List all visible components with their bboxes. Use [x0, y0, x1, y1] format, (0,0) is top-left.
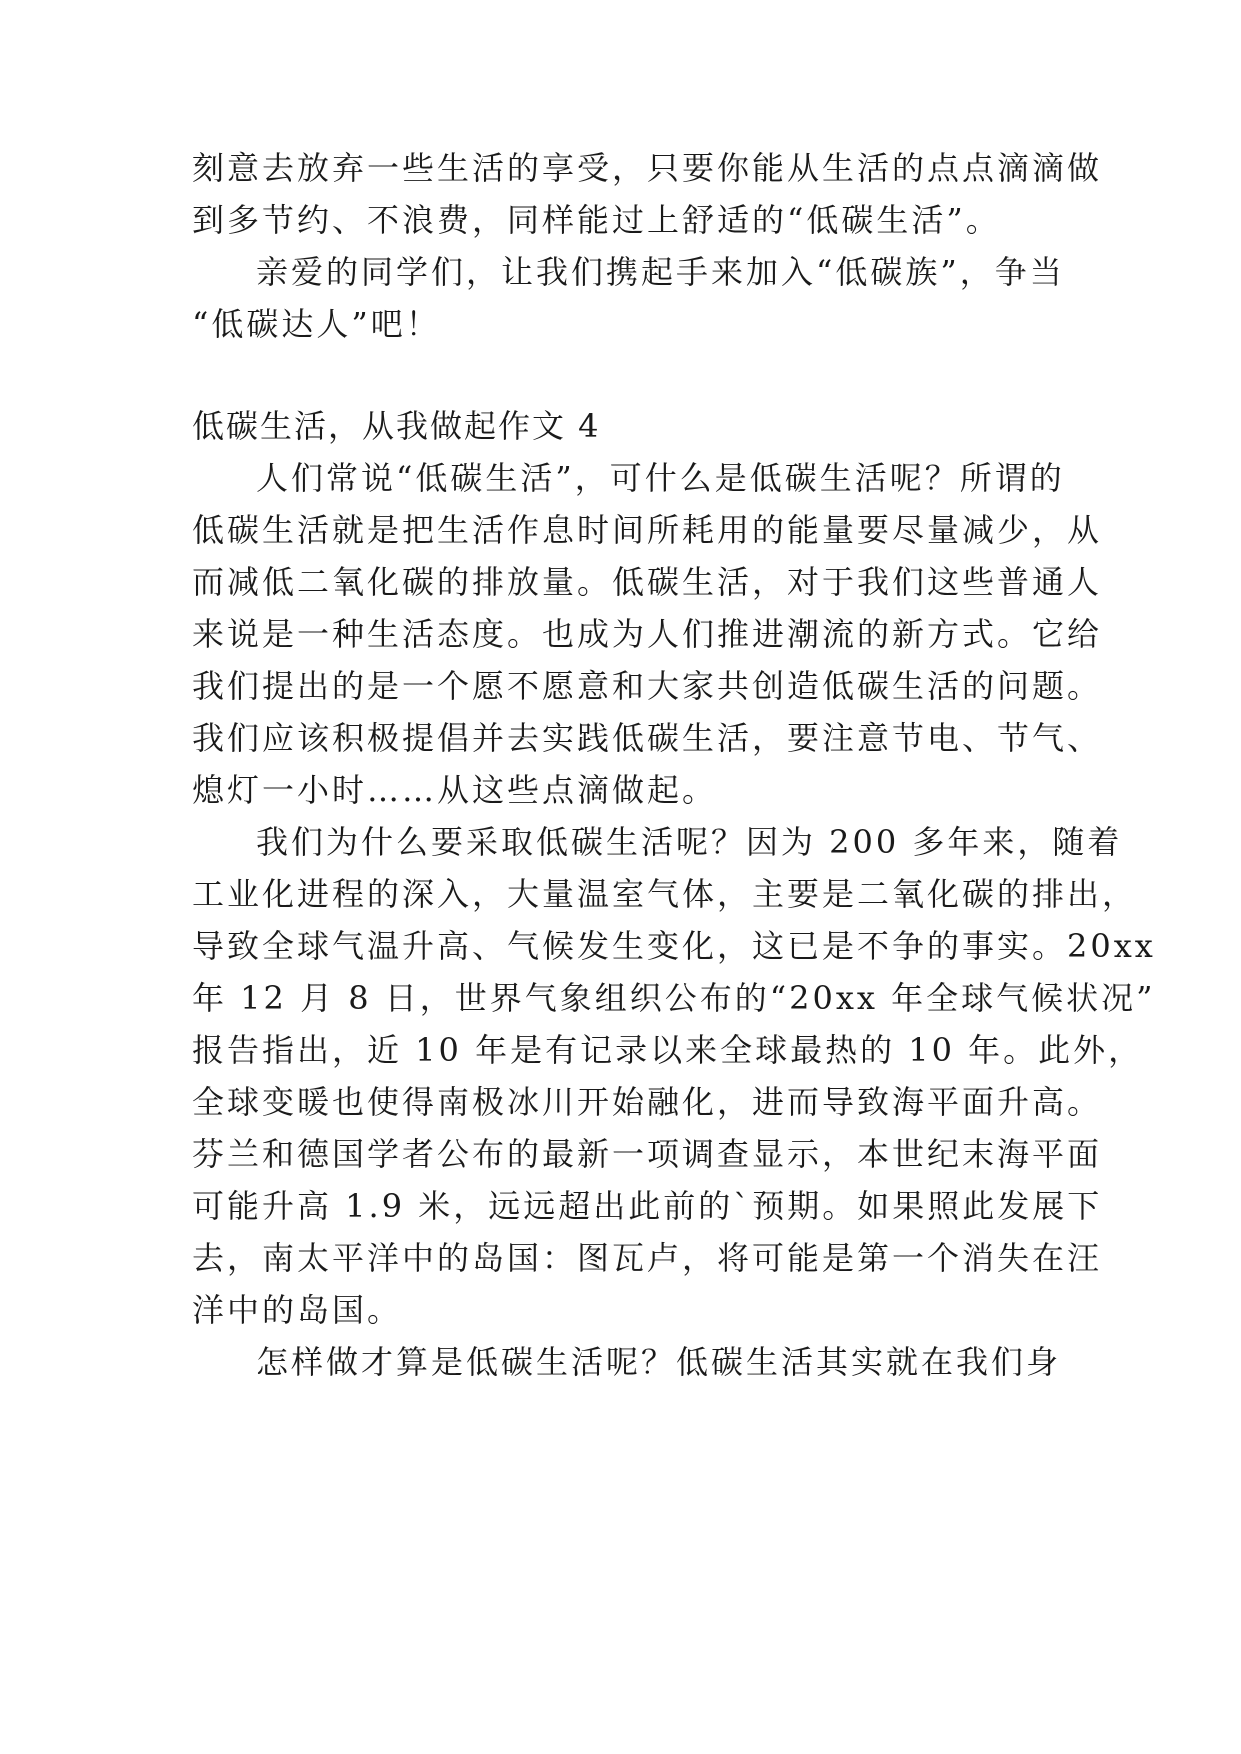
paragraph-1-line-6: 我们应该积极提倡并去实践低碳生活，要注意节电、节气、	[192, 719, 1103, 757]
paragraph-2-line-8: 可能升高 1.9 米，远远超出此前的`预期。如果照此发展下	[192, 1187, 1103, 1225]
paragraph-3-line-1: 怎样做才算是低碳生活呢？低碳生活其实就在我们身	[256, 1343, 1062, 1381]
intro-line-2: 到多节约、不浪费，同样能过上舒适的“低碳生活”。	[192, 201, 1001, 239]
paragraph-2-line-5: 报告指出，近 10 年是有记录以来全球最热的 10 年。此外，	[192, 1031, 1144, 1069]
closing-line-2: “低碳达人”吧！	[192, 305, 441, 343]
closing-line-1: 亲爱的同学们，让我们携起手来加入“低碳族”，争当	[256, 253, 1065, 291]
paragraph-2-line-10: 洋中的岛国。	[192, 1291, 403, 1329]
paragraph-2-line-3: 导致全球气温升高、气候发生变化，这已是不争的事实。20xx	[192, 927, 1156, 965]
paragraph-1-line-4: 来说是一种生活态度。也成为人们推进潮流的新方式。它给	[192, 615, 1103, 653]
paragraph-1-line-2: 低碳生活就是把生活作息时间所耗用的能量要尽量减少，从	[192, 511, 1103, 549]
paragraph-2-line-7: 芬兰和德国学者公布的最新一项调查显示，本世纪末海平面	[192, 1135, 1103, 1173]
paragraph-2-line-6: 全球变暖也使得南极冰川开始融化，进而导致海平面升高。	[192, 1083, 1103, 1121]
paragraph-1-line-7: 熄灯一小时……从这些点滴做起。	[192, 771, 718, 809]
paragraph-2-line-9: 去，南太平洋中的岛国：图瓦卢，将可能是第一个消失在汪	[192, 1239, 1103, 1277]
paragraph-1-line-3: 而减低二氧化碳的排放量。低碳生活，对于我们这些普通人	[192, 563, 1103, 601]
intro-line-1: 刻意去放弃一些生活的享受，只要你能从生活的点点滴滴做	[192, 149, 1103, 187]
paragraph-2-line-4: 年 12 月 8 日，世界气象组织公布的“20xx 年全球气候状况”	[192, 979, 1156, 1017]
paragraph-1-line-1: 人们常说“低碳生活”，可什么是低碳生活呢？所谓的	[256, 459, 1065, 497]
section-title: 低碳生活，从我做起作文 4	[192, 407, 601, 445]
paragraph-1-line-5: 我们提出的是一个愿不愿意和大家共创造低碳生活的问题。	[192, 667, 1103, 705]
paragraph-2-line-2: 工业化进程的深入，大量温室气体，主要是二氧化碳的排出，	[192, 875, 1138, 913]
paragraph-2-line-1: 我们为什么要采取低碳生活呢？因为 200 多年来，随着	[256, 823, 1123, 861]
